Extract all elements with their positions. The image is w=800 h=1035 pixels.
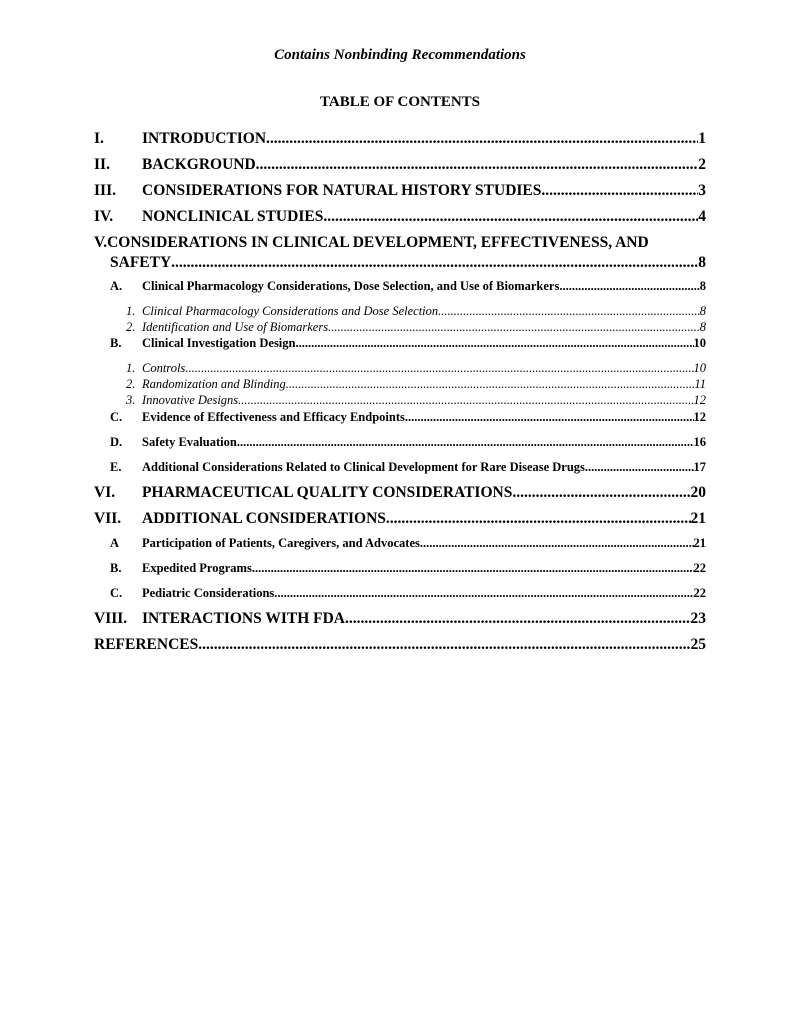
toc-entry-background[interactable] [94, 156, 706, 174]
toc-entry-safety-evaluation[interactable] [110, 435, 706, 450]
toc-entry-label: Randomization and Blinding [142, 377, 286, 391]
page-header: Contains Nonbinding Recommendations [274, 47, 526, 63]
toc-entry-expedited-programs[interactable] [110, 561, 706, 576]
toc-entry-patient-participation[interactable] [110, 536, 706, 551]
toc-entry-label: ADDITIONAL CONSIDERATIONS [142, 510, 386, 527]
toc-dot-leader [286, 377, 695, 392]
toc-entry-number: 1. [126, 304, 136, 318]
toc-entry-clinical-development[interactable] [110, 254, 706, 272]
toc-dot-leader [420, 536, 694, 551]
toc-entry-page: 8 [699, 304, 706, 318]
toc-entry-page: 12 [693, 393, 706, 407]
toc-entry-label: CONSIDERATIONS FOR NATURAL HISTORY STUDIES [142, 182, 542, 199]
toc-entry-pharmaceutical-quality[interactable] [94, 484, 706, 502]
toc-entry-page: 21 [693, 536, 706, 550]
toc-entry-label: Clinical Pharmacology Considerations, Dose Selection, and Use of Biomarkers [142, 279, 560, 293]
toc-entry-number: 1. [126, 361, 136, 375]
toc-entry-controls[interactable] [126, 361, 706, 376]
toc-entry-page: 25 [690, 636, 706, 653]
toc-entry-number: C. [110, 410, 123, 424]
toc-entry-page: 3 [698, 182, 706, 199]
toc-dot-leader [237, 435, 694, 450]
toc-entry-page: 12 [693, 410, 706, 424]
toc-title: TABLE OF CONTENTS [319, 94, 481, 110]
toc-entry-label: Safety Evaluation [142, 435, 237, 449]
toc-entry-page: 2 [698, 156, 706, 173]
toc-entry-rare-disease[interactable] [110, 460, 706, 475]
toc-entry-page: 8 [699, 279, 706, 293]
toc-entry-number: A [110, 536, 120, 550]
toc-dot-leader [171, 254, 698, 272]
toc-entry-references[interactable] [94, 636, 706, 654]
toc-entry-label: INTRODUCTION [142, 130, 267, 147]
toc-entry-label: Clinical Investigation Design [142, 336, 296, 350]
toc-entry-number: VI. [94, 484, 116, 501]
toc-entry-page: 8 [698, 254, 706, 271]
toc-entry-number: 2. [126, 320, 136, 334]
toc-entry-introduction[interactable] [94, 130, 706, 148]
toc-dot-leader [541, 182, 698, 200]
toc-entry-label: BACKGROUND [142, 156, 256, 173]
toc-entry-number: VII. [94, 510, 122, 527]
toc-entry-page: 22 [693, 586, 706, 600]
toc-entry-nonclinical[interactable] [94, 208, 706, 226]
toc-entry-page: 10 [693, 361, 706, 375]
toc-entry-randomization[interactable] [126, 377, 706, 392]
toc-entry-label: Clinical Pharmacology Considerations and Dose Selection [142, 304, 439, 318]
toc-entry-page: 4 [698, 208, 706, 225]
toc-entry-number: 2. [126, 377, 136, 391]
toc-dot-leader [512, 484, 690, 502]
toc-entry-number: IV. [94, 208, 114, 225]
toc-entry-label: SAFETY [110, 254, 172, 271]
toc-entry-label: Identification and Use of Biomarkers [142, 320, 329, 334]
toc-entry-page: 11 [694, 377, 706, 391]
toc-entry-number: A. [110, 279, 123, 293]
toc-dot-leader [185, 361, 693, 376]
toc-entry-label: Evidence of Effectiveness and Efficacy Endpoints [142, 410, 405, 424]
toc-dot-leader [405, 410, 694, 425]
toc-dot-leader [438, 304, 700, 319]
toc-entry-number: II. [94, 156, 110, 173]
toc-entry-label: NONCLINICAL STUDIES [142, 208, 324, 225]
toc-dot-leader [345, 610, 691, 628]
toc-entry-clinical-development-line1[interactable] [94, 234, 706, 252]
toc-entry-number: VIII. [94, 610, 128, 627]
toc-entry-label: Expedited Programs [142, 561, 252, 575]
toc-entry-label: REFERENCES [94, 636, 199, 653]
toc-dot-leader [238, 393, 693, 408]
toc-entry-page: 23 [690, 610, 706, 627]
toc-entry-page: 22 [693, 561, 706, 575]
toc-entry-label: CONSIDERATIONS IN CLINICAL DEVELOPMENT, EFFECTIVENESS, AND [107, 234, 649, 251]
toc-entry-clinical-pharmacology[interactable] [110, 279, 706, 294]
toc-entry-page: 16 [693, 435, 706, 449]
toc-dot-leader [274, 586, 693, 601]
toc-entry-dose-selection[interactable] [126, 304, 706, 319]
toc-entry-innovative-designs[interactable] [126, 393, 706, 408]
toc-entry-label: Additional Considerations Related to Clinical Development for Rare Disease Drugs [142, 460, 585, 474]
toc-entry-number: C. [110, 586, 123, 600]
toc-dot-leader [386, 510, 691, 528]
toc-dot-leader [198, 636, 690, 654]
toc-entry-page: 10 [693, 336, 706, 350]
toc-entry-number: III. [94, 182, 116, 199]
toc-entry-label: PHARMACEUTICAL QUALITY CONSIDERATIONS [142, 484, 513, 501]
toc-entry-number: D. [110, 435, 123, 449]
toc-entry-effectiveness[interactable] [110, 410, 706, 425]
toc-entry-number: B. [110, 336, 122, 350]
toc-dot-leader [323, 208, 698, 226]
toc-entry-additional-considerations[interactable] [94, 510, 706, 528]
toc-dot-leader [266, 130, 698, 148]
toc-entry-page: 20 [690, 484, 706, 501]
toc-entry-interactions-fda[interactable] [94, 610, 706, 628]
toc-entry-pediatric[interactable] [110, 586, 706, 601]
toc-entry-number: E. [110, 460, 122, 474]
toc-entry-page: 21 [690, 510, 706, 527]
toc-entry-number: B. [110, 561, 122, 575]
toc-dot-leader [252, 561, 694, 576]
toc-dot-leader [585, 460, 694, 475]
toc-entry-number: V. [94, 234, 108, 251]
toc-entry-page: 17 [693, 460, 706, 474]
toc-dot-leader [296, 336, 694, 351]
toc-entry-investigation-design[interactable] [110, 336, 706, 351]
toc-dot-leader [256, 156, 699, 174]
toc-dot-leader [328, 320, 700, 335]
toc-entry-natural-history[interactable] [94, 182, 706, 200]
toc-entry-page: 8 [699, 320, 706, 334]
toc-entry-label: INTERACTIONS WITH FDA [142, 610, 345, 627]
toc-entry-label: Controls [142, 361, 186, 375]
toc-entry-label: Participation of Patients, Caregivers, and Advocates [142, 536, 420, 550]
toc-entry-page: 1 [698, 130, 706, 147]
toc-entry-biomarkers[interactable] [126, 320, 706, 335]
toc-entry-label: Pediatric Considerations [142, 586, 275, 600]
toc-dot-leader [559, 279, 699, 294]
toc-entry-number: 3. [126, 393, 136, 407]
toc-entry-label: Innovative Designs [142, 393, 239, 407]
toc-entry-number: I. [94, 130, 104, 147]
